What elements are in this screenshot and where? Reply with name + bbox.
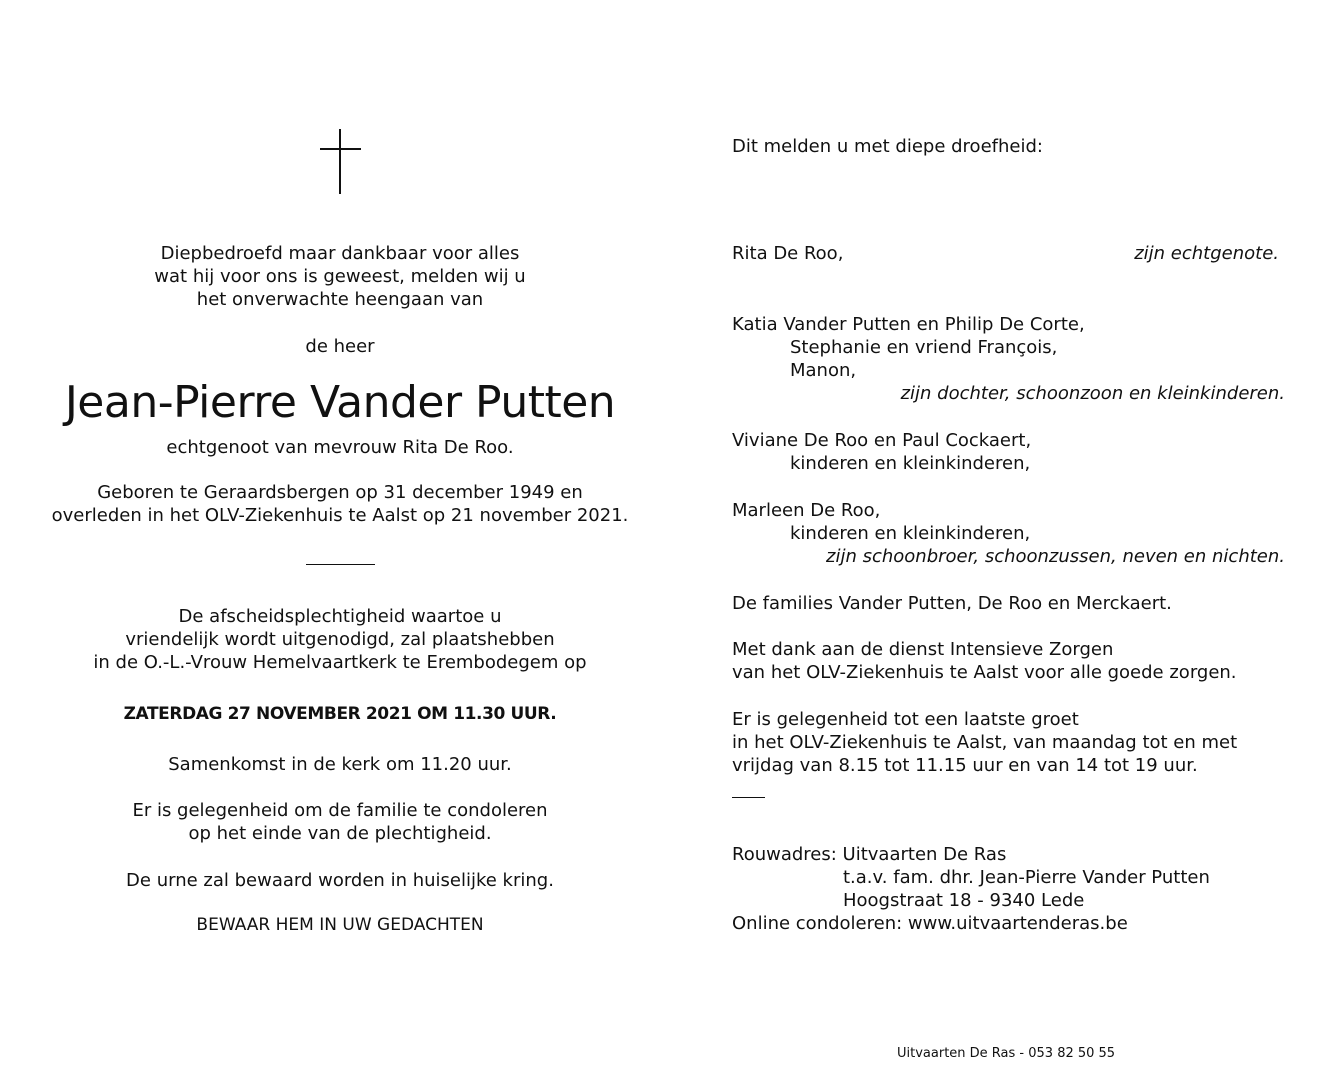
thanks-text: Met dank aan de dienst Intensieve Zorgen van het OLV-Ziekenhuis te Aalst voor alle goede zorgen.: [732, 639, 1237, 683]
family3-line2: kinderen en kleinkinderen,: [790, 523, 1031, 544]
spouse-role: zijn echtgenote.: [1134, 243, 1279, 264]
ceremony-text: De afscheidsplechtigheid waartoe u vriendelijk wordt uitgenodigd, zal plaatshebben in de O.-L.-Vrouw Hemelvaartkerk te Erembodegem op: [93, 606, 587, 673]
address-line2: Hoogstraat 18 - 9340 Lede: [843, 890, 1085, 911]
title-prefix: de heer: [305, 336, 375, 357]
family23-role: zijn schoonbroer, schoonzussen, neven en nichten.: [826, 546, 1285, 567]
family2-line2: kinderen en kleinkinderen,: [790, 453, 1031, 474]
family2-line1: Viviane De Roo en Paul Cockaert,: [732, 430, 1032, 451]
spouse-name: Rita De Roo,: [732, 243, 844, 264]
opening-text: Dit melden u met diepe droefheid:: [732, 136, 1043, 157]
divider: [306, 564, 375, 565]
condolences-text: Er is gelegenheid om de familie te condoleren op het einde van de plechtigheid.: [132, 800, 548, 844]
visit-text: Er is gelegenheid tot een laatste groet in het OLV-Ziekenhuis te Aalst, van maandag tot en met vrijdag van 8.15 tot 11.15 uur en van 14 tot 19 uur.: [732, 709, 1238, 776]
ceremony-date: ZATERDAG 27 NOVEMBER 2021 OM 11.30 UUR.: [123, 704, 557, 724]
family1-line3: Manon,: [790, 360, 857, 381]
gathering-text: Samenkomst in de kerk om 11.20 uur.: [168, 754, 512, 775]
family1-role: zijn dochter, schoonzoon en kleinkinderen.: [900, 383, 1285, 404]
intro-text: Diepbedroefd maar dankbaar voor alles wat hij voor ons is geweest, melden wij u het onverwachte heengaan van: [154, 243, 526, 310]
deceased-name: Jean-Pierre Vander Putten: [64, 377, 616, 428]
online-condolences: Online condoleren: www.uitvaartenderas.be: [732, 913, 1128, 934]
family1-line2: Stephanie en vriend François,: [790, 337, 1058, 358]
address-line1: t.a.v. fam. dhr. Jean-Pierre Vander Putten: [843, 867, 1210, 888]
families-text: De families Vander Putten, De Roo en Merckaert.: [732, 593, 1172, 614]
closing-text: BEWAAR HEM IN UW GEDACHTEN: [196, 915, 484, 935]
urn-text: De urne zal bewaard worden in huiselijke kring.: [126, 870, 554, 891]
family3-line1: Marleen De Roo,: [732, 500, 881, 521]
family1-line1: Katia Vander Putten en Philip De Corte,: [732, 314, 1085, 335]
footer-text: Uitvaarten De Ras - 053 82 50 55: [897, 1046, 1116, 1061]
birth-death-text: Geboren te Geraardsbergen op 31 december 1949 en overleden in het OLV-Ziekenhuis te Aalst op 21 november 2021.: [51, 482, 629, 526]
spouse-line: echtgenoot van mevrouw Rita De Roo.: [166, 437, 514, 458]
address-label: Rouwadres: Uitvaarten De Ras: [732, 844, 1007, 865]
divider-short: [732, 797, 765, 798]
